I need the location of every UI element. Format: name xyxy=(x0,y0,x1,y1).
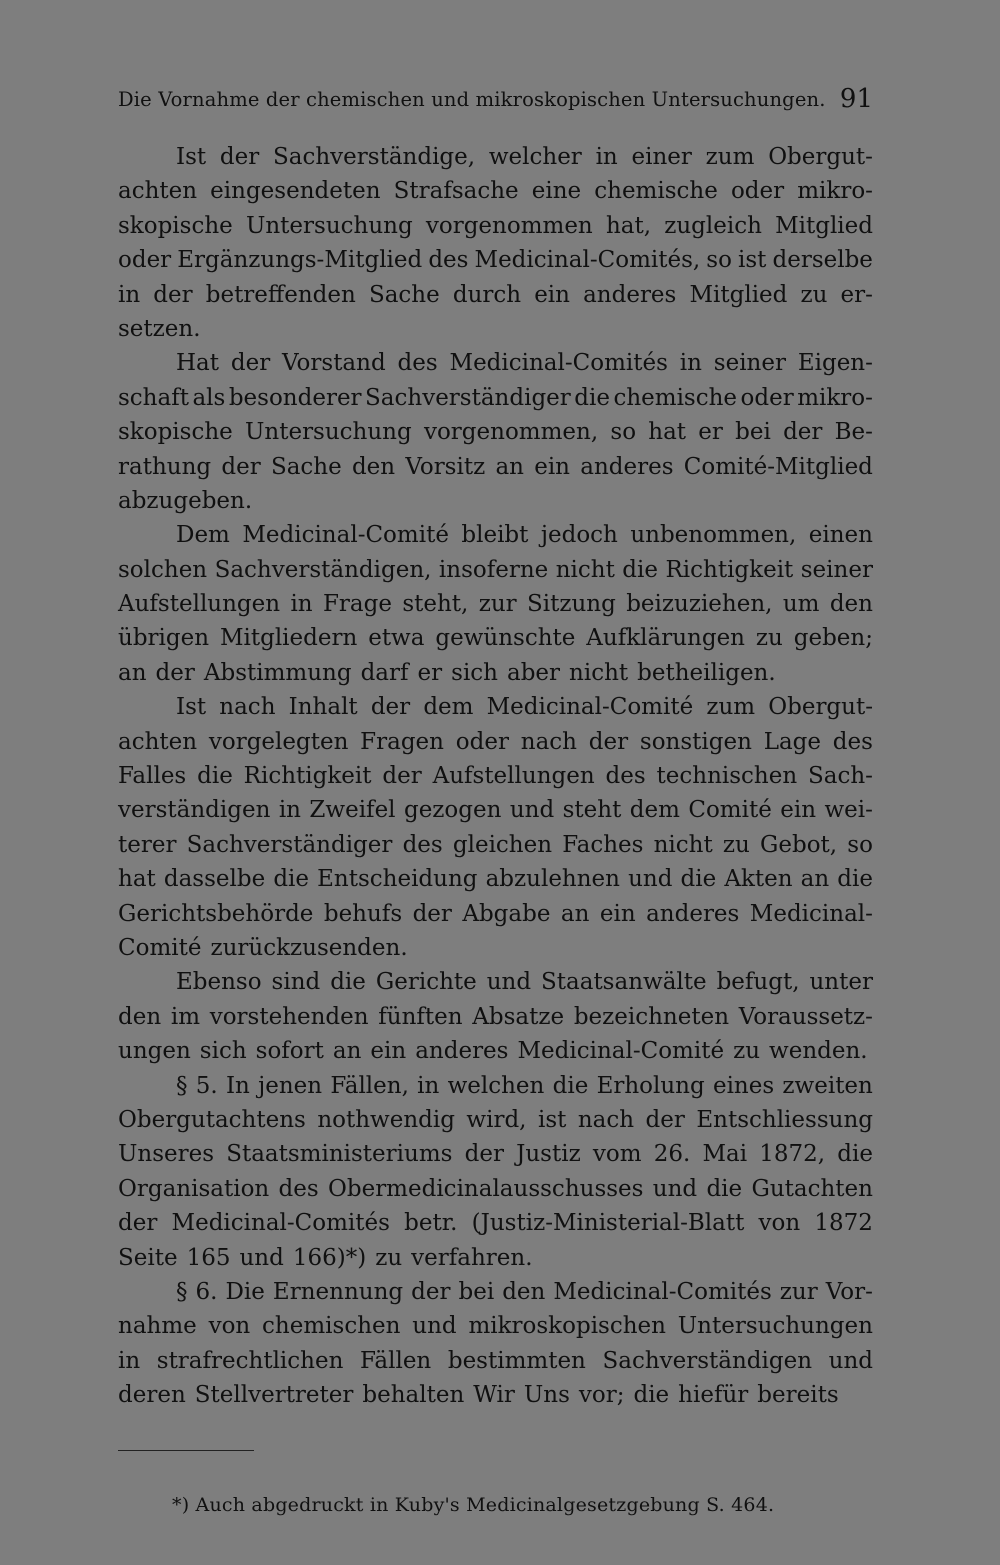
paragraph xyxy=(118,346,873,518)
text-line: ungen sich sofort an ein anderes Medicinal-Comité zu wenden. xyxy=(118,1038,868,1065)
text-line: Organisation des Obermedicinalausschusses und die Gutachten xyxy=(118,1175,873,1202)
text-line: Ebenso sind die Gerichte und Staatsanwälte befugt, unter xyxy=(176,969,873,996)
text-line: setzen. xyxy=(118,315,201,342)
text-line: übrigen Mitgliedern etwa gewünschte Aufklärungen zu geben; xyxy=(118,625,873,652)
text-line: Gerichtsbehörde behufs der Abgabe an ein anderes Medicinal- xyxy=(118,900,873,927)
text-line: skopische Untersuchung vorgenommen, so hat er bei der Be- xyxy=(118,419,873,446)
paragraph xyxy=(118,690,873,965)
text-line: solchen Sachverständigen, insoferne nicht die Richtigkeit seiner xyxy=(118,556,873,583)
text-line: den im vorstehenden fünften Absatze bezeichneten Voraussetz- xyxy=(118,1003,873,1030)
text-line: achten eingesendeten Strafsache eine chemische oder mikro- xyxy=(118,178,873,205)
text-line: Comité zurückzusenden. xyxy=(118,934,408,961)
text-line: hat dasselbe die Entscheidung abzulehnen und die Akten an die xyxy=(118,866,873,893)
text-line: deren Stellvertreter behalten Wir Uns vor; die hiefür bereits xyxy=(118,1382,839,1409)
paragraph xyxy=(118,1275,873,1413)
text-line: § 6. Die Ernennung der bei den Medicinal-Comités zur Vor- xyxy=(176,1278,873,1305)
text-line: terer Sachverständiger des gleichen Faches nicht zu Gebot, so xyxy=(118,831,873,858)
text-line: Falles die Richtigkeit der Aufstellungen des technischen Sach- xyxy=(118,763,873,790)
text-line: Unseres Staatsministeriums der Justiz vom 26. Mai 1872, die xyxy=(118,1141,873,1168)
text-line: an der Abstimmung darf er sich aber nicht betheiligen. xyxy=(118,659,776,686)
text-line: der Medicinal-Comités betr. (Justiz-Ministerial-Blatt von 1872 xyxy=(118,1210,873,1237)
running-title: Die Vornahme der chemischen und mikroskopischen Untersuchungen. xyxy=(118,88,826,111)
text-line: achten vorgelegten Fragen oder nach der sonstigen Lage des xyxy=(118,728,873,755)
text-line: abzugeben. xyxy=(118,487,253,514)
text-line: Dem Medicinal-Comité bleibt jedoch unbenommen, einen xyxy=(176,522,873,549)
paragraph xyxy=(118,518,873,690)
paragraph xyxy=(118,140,873,346)
text-line: in der betreffenden Sache durch ein anderes Mitglied zu er- xyxy=(118,281,873,308)
text-line: oder Ergänzungs-Mitglied des Medicinal-Comités, so ist derselbe xyxy=(118,247,873,274)
paragraph xyxy=(118,965,873,1068)
text-line: in strafrechtlichen Fällen bestimmten Sachverständigen und xyxy=(118,1347,873,1374)
footnote-rule xyxy=(118,1450,254,1451)
text-line: verständigen in Zweifel gezogen und steht dem Comité ein wei- xyxy=(118,797,873,824)
text-line: rathung der Sache den Vorsitz an ein anderes Comité-Mitglied xyxy=(118,453,873,480)
text-line: Aufstellungen in Frage steht, zur Sitzung beizuziehen, um den xyxy=(118,591,873,618)
page-number: 91 xyxy=(839,84,873,114)
text-line: Ist der Sachverständige, welcher in einer zum Obergut- xyxy=(176,144,873,170)
text-line: § 5. In jenen Fällen, in welchen die Erholung eines zweiten xyxy=(176,1072,873,1099)
text-line: Obergutachtens nothwendig wird, ist nach der Entschliessung xyxy=(118,1106,873,1133)
text-line: skopische Untersuchung vorgenommen hat, zugleich Mitglied xyxy=(118,212,873,239)
running-head xyxy=(118,86,873,116)
text-line: Hat der Vorstand des Medicinal-Comités in seiner Eigen- xyxy=(176,350,873,377)
text-line: nahme von chemischen und mikroskopischen Untersuchungen xyxy=(118,1313,873,1340)
text-line: Seite 165 und 166)*) zu verfahren. xyxy=(118,1244,533,1271)
text-line: schaft als besonderer Sachverständiger die chemische oder mikro- xyxy=(118,384,873,411)
text-line: Ist nach Inhalt der dem Medicinal-Comité zum Obergut- xyxy=(176,694,873,721)
paragraph xyxy=(118,1069,873,1275)
footnote: *) Auch abgedruckt in Kuby's Medicinalgesetzgebung S. 464. xyxy=(172,1494,775,1516)
body-text xyxy=(118,140,873,1412)
